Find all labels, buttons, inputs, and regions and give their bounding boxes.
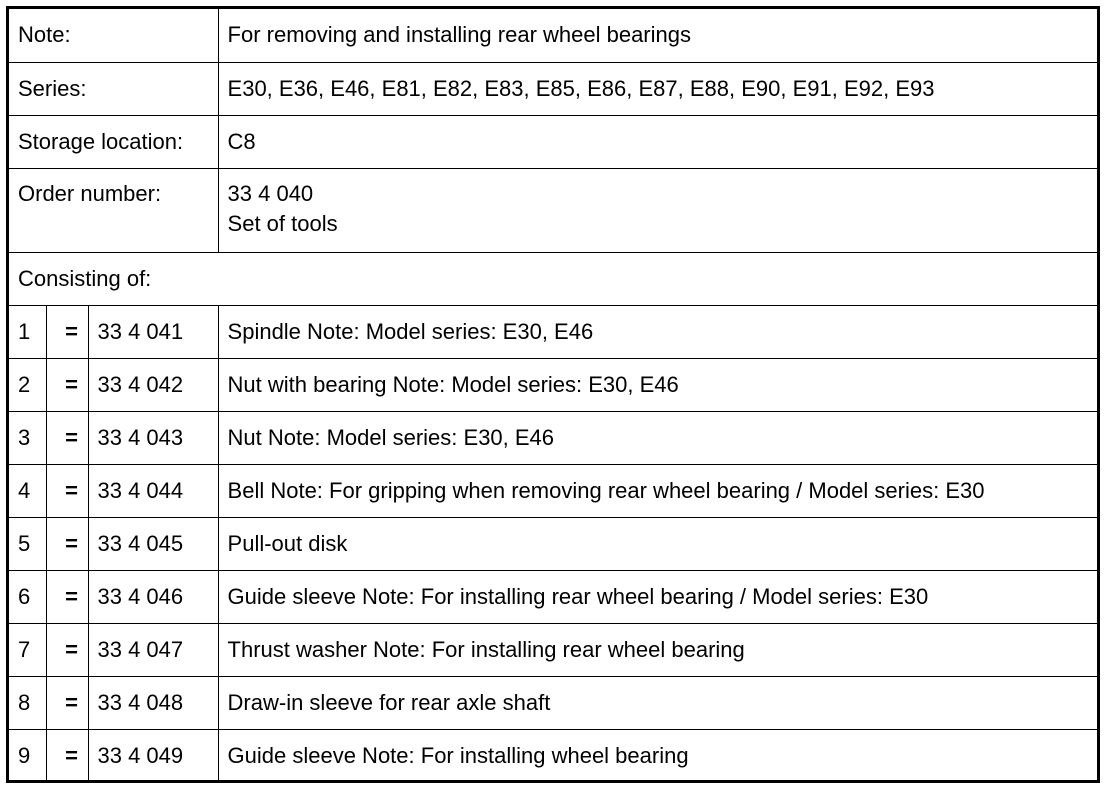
item-part-number: 33 4 047 bbox=[88, 623, 218, 676]
item-description: Nut with bearing Note: Model series: E30, E46 bbox=[218, 358, 1097, 411]
item-description: Draw-in sleeve for rear axle shaft bbox=[218, 676, 1097, 729]
item-separator: = bbox=[46, 570, 88, 623]
item-description: Pull-out disk bbox=[218, 517, 1097, 570]
item-index: 9 bbox=[9, 729, 46, 782]
item-description: Nut Note: Model series: E30, E46 bbox=[218, 411, 1097, 464]
item-index: 4 bbox=[9, 464, 46, 517]
order-number: 33 4 040 bbox=[227, 180, 314, 206]
table-row bbox=[9, 305, 1097, 358]
item-separator: = bbox=[46, 358, 88, 411]
item-index: 5 bbox=[9, 517, 46, 570]
table-row bbox=[9, 570, 1097, 623]
tool-set-table bbox=[9, 9, 1097, 782]
item-separator: = bbox=[46, 305, 88, 358]
item-index: 7 bbox=[9, 623, 46, 676]
table-row bbox=[9, 676, 1097, 729]
item-description: Bell Note: For gripping when removing rear wheel bearing / Model series: E30 bbox=[218, 464, 1097, 517]
table-row bbox=[9, 358, 1097, 411]
item-part-number: 33 4 045 bbox=[88, 517, 218, 570]
item-separator: = bbox=[46, 464, 88, 517]
item-description: Guide sleeve Note: For installing wheel bearing bbox=[218, 729, 1097, 782]
item-part-number: 33 4 049 bbox=[88, 729, 218, 782]
item-separator: = bbox=[46, 517, 88, 570]
storage-label: Storage location: bbox=[9, 115, 218, 168]
item-description: Guide sleeve Note: For installing rear wheel bearing / Model series: E30 bbox=[218, 570, 1097, 623]
item-index: 6 bbox=[9, 570, 46, 623]
item-index: 1 bbox=[9, 305, 46, 358]
order-description: Set of tools bbox=[227, 210, 338, 236]
item-index: 3 bbox=[9, 411, 46, 464]
item-part-number: 33 4 048 bbox=[88, 676, 218, 729]
storage-value: C8 bbox=[218, 115, 1097, 168]
table-row bbox=[9, 464, 1097, 517]
table-row bbox=[9, 411, 1097, 464]
tool-set-sheet bbox=[6, 6, 1100, 783]
order-label: Order number: bbox=[9, 168, 218, 252]
note-row bbox=[9, 9, 1097, 62]
series-value: E30, E36, E46, E81, E82, E83, E85, E86, E87, E88, E90, E91, E92, E93 bbox=[218, 62, 1097, 115]
item-separator: = bbox=[46, 411, 88, 464]
item-part-number: 33 4 041 bbox=[88, 305, 218, 358]
order-value bbox=[218, 168, 1097, 252]
item-description: Spindle Note: Model series: E30, E46 bbox=[218, 305, 1097, 358]
item-part-number: 33 4 043 bbox=[88, 411, 218, 464]
item-description: Thrust washer Note: For installing rear wheel bearing bbox=[218, 623, 1097, 676]
item-separator: = bbox=[46, 676, 88, 729]
item-part-number: 33 4 046 bbox=[88, 570, 218, 623]
consisting-row bbox=[9, 252, 1097, 305]
table-row bbox=[9, 729, 1097, 782]
item-part-number: 33 4 044 bbox=[88, 464, 218, 517]
consisting-label: Consisting of: bbox=[9, 252, 1097, 305]
table-row bbox=[9, 517, 1097, 570]
item-index: 8 bbox=[9, 676, 46, 729]
note-value: For removing and installing rear wheel bearings bbox=[218, 9, 1097, 62]
table-row bbox=[9, 623, 1097, 676]
note-label: Note: bbox=[9, 9, 218, 62]
item-index: 2 bbox=[9, 358, 46, 411]
storage-row bbox=[9, 115, 1097, 168]
item-separator: = bbox=[46, 623, 88, 676]
item-separator: = bbox=[46, 729, 88, 782]
series-row bbox=[9, 62, 1097, 115]
order-row bbox=[9, 168, 1097, 252]
item-part-number: 33 4 042 bbox=[88, 358, 218, 411]
series-label: Series: bbox=[9, 62, 218, 115]
